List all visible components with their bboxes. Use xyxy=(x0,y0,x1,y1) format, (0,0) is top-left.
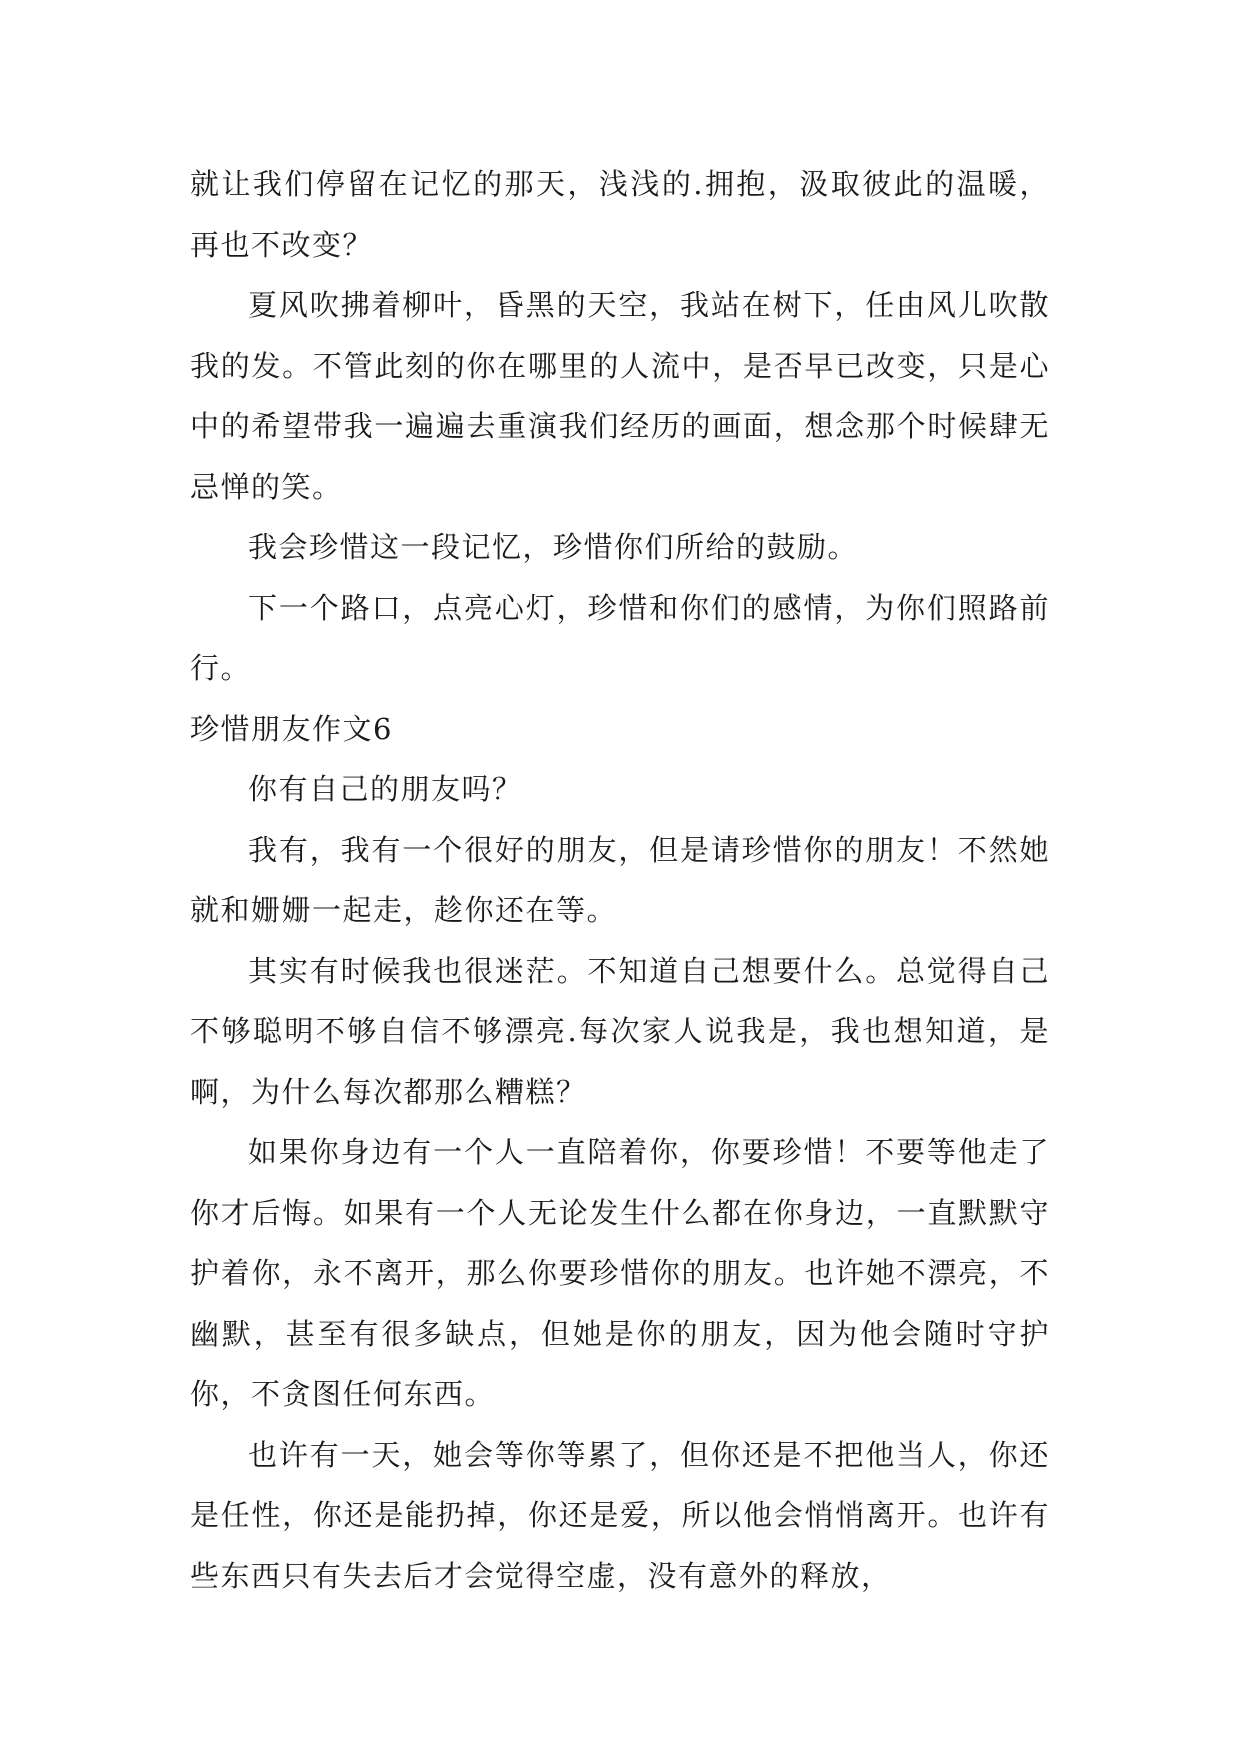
document-page xyxy=(190,154,1050,1606)
section-heading: 珍惜朋友作文6 xyxy=(190,711,393,746)
paragraph: 我有，我有一个很好的朋友，但是请珍惜你的朋友！不然她就和姗姗一起走，趁你还在等。 xyxy=(190,832,1050,927)
paragraph: 如果你身边有一个人一直陪着你，你要珍惜！不要等他走了你才后悔。如果有一个人无论发生什么都在你身边，一直默默守护着你，永不离开，那么你要珍惜你的朋友。也许她不漂亮，不幽默，甚至有很多缺点，但她是你的朋友，因为他会随时守护你，不贪图任何东西。 xyxy=(190,1135,1050,1411)
paragraph: 我会珍惜这一段记忆，珍惜你们所给的鼓励。 xyxy=(248,530,859,564)
paragraph: 你有自己的朋友吗？ xyxy=(248,772,523,806)
paragraph: 也许有一天，她会等你等累了，但你还是不把他当人，你还是任性，你还是能扔掉，你还是爱，所以他会悄悄离开。也许有些东西只有失去后才会觉得空虚，没有意外的释放， xyxy=(190,1437,1050,1593)
paragraph: 其实有时候我也很迷茫。不知道自己想要什么。总觉得自己不够聪明不够自信不够漂亮.每次家人说我是，我也想知道，是啊，为什么每次都那么糟糕？ xyxy=(190,953,1050,1109)
paragraph-continued: 就让我们停留在记忆的那天，浅浅的.拥抱，汲取彼此的温暖，再也不改变？ xyxy=(190,167,1050,262)
paragraph: 夏风吹拂着柳叶，昏黑的天空，我站在树下，任由风儿吹散我的发。不管此刻的你在哪里的人流中，是否早已改变，只是心中的希望带我一遍遍去重演我们经历的画面，想念那个时候肆无忌惮的笑。 xyxy=(190,288,1050,504)
paragraph: 下一个路口，点亮心灯，珍惜和你们的感情，为你们照路前行。 xyxy=(190,590,1050,685)
